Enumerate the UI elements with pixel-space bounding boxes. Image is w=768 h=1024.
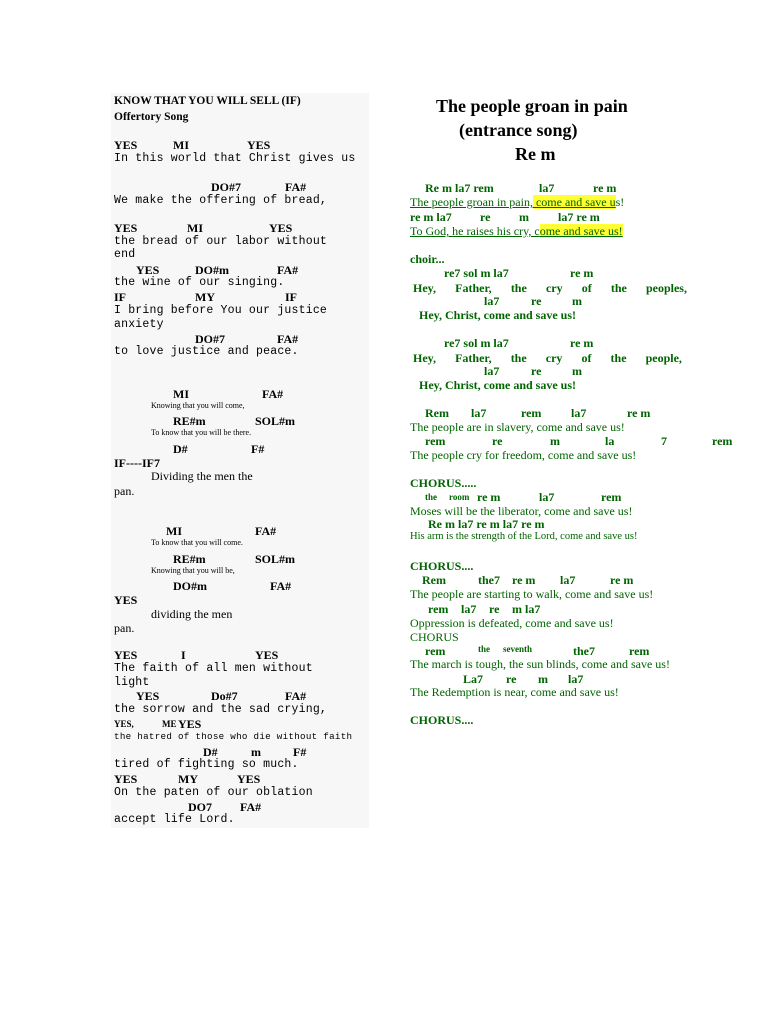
chord: Re m la7 re m la7 re m (428, 517, 545, 531)
lyric-line: The people are starting to walk, come and save us! (410, 587, 654, 601)
lyric-line: We make the offering of bread, (114, 194, 328, 207)
lyric-line: The march is tough, the sun blinds, come and save us! (410, 657, 670, 671)
song-subtitle: (entrance song) (459, 120, 578, 140)
chord: the7 (478, 573, 500, 587)
lyric-word: people, (645, 351, 682, 365)
chord: m (519, 210, 529, 224)
chord: m (572, 364, 582, 378)
chord: SOL#m (255, 414, 296, 428)
lyric-line: The people are in slavery, come and save us! (410, 420, 625, 434)
chord: re m (627, 406, 651, 420)
lyric-line: pan. (114, 484, 135, 498)
lyric-line: the sorrow and the sad crying, (114, 703, 328, 716)
highlighted-text: ome and save us! (539, 224, 623, 238)
chord: re m (570, 266, 594, 280)
chord: re (492, 434, 503, 448)
chord: MI (173, 387, 189, 401)
chord: room (449, 492, 470, 502)
chord: m (251, 745, 261, 759)
lyric-word: peoples, (645, 281, 687, 295)
chord: the (425, 492, 437, 502)
chord: rem (601, 490, 622, 504)
chord: DO#7 (195, 332, 225, 346)
chord: FA# (270, 579, 292, 593)
chord: rem (428, 602, 449, 616)
lyric-word: the (510, 281, 527, 295)
chord: re m (610, 573, 634, 587)
chord: DO#m (173, 579, 207, 593)
chord: la7 (560, 573, 576, 587)
lyric-line: Hey, Christ, come and save us! (419, 308, 576, 322)
chord: FA# (285, 180, 307, 194)
chord: I (181, 648, 186, 662)
chord: DO#m (195, 263, 229, 277)
chord: DO7 (188, 800, 212, 814)
chord: YES (136, 689, 160, 703)
chord: FA# (262, 387, 284, 401)
chord: MY (178, 772, 198, 786)
chord: rem (712, 434, 733, 448)
chord: IF (285, 290, 297, 304)
chord: seventh (503, 644, 532, 654)
lyric-line: The faith of all men without (114, 662, 313, 675)
chord: YES (114, 593, 138, 607)
section-label: CHORUS.... (410, 713, 474, 727)
lyric-line (410, 196, 624, 208)
lyric-text: To God, he raises his cry, c (410, 224, 540, 238)
lyric-line: the wine of our singing. (114, 276, 285, 289)
chord: YES (114, 772, 138, 786)
chord: la7 (484, 294, 500, 308)
chord: Rem (422, 573, 446, 587)
lyric-line: light (114, 676, 150, 689)
chord: YES (114, 648, 138, 662)
chord: rem (425, 434, 446, 448)
chord: YES (247, 138, 271, 152)
chord: YES (114, 138, 138, 152)
chord: la7 (539, 490, 555, 504)
chord: m la7 (512, 602, 541, 616)
lyric-line: Knowing that you will be, (151, 566, 235, 575)
chord: re m (512, 573, 536, 587)
chord: re (480, 210, 491, 224)
lyric-word: of (581, 281, 592, 295)
lyric-word: the (610, 281, 627, 295)
chord: re (531, 364, 542, 378)
chord: the7 (573, 644, 595, 658)
chord: re m (570, 336, 594, 350)
chord: re m (593, 181, 617, 195)
lyric-line: Knowing that you will come, (151, 401, 245, 410)
chord: RE#m (173, 414, 206, 428)
lyric-line: Dividing the men the (151, 469, 253, 483)
lyric-word: cry (545, 281, 563, 295)
chord: D# (173, 442, 188, 456)
chord: RE#m (173, 552, 206, 566)
chord: re m la7 (410, 210, 452, 224)
lyric-line: His arm is the strength of the Lord, come and save us! (410, 531, 638, 542)
chord: MI (166, 524, 182, 538)
lyric-line: tired of fighting so much. (114, 758, 299, 771)
lyric-line: end (114, 248, 136, 261)
chord: IF (114, 290, 126, 304)
lyric-word: of (581, 351, 592, 365)
chord: la (605, 434, 615, 448)
lyric-text: s! (615, 195, 625, 209)
section-label: choir... (410, 252, 445, 266)
chord: re (506, 672, 517, 686)
chord: rem (629, 644, 650, 658)
lyric-word: cry (545, 351, 563, 365)
chord: FA# (240, 800, 262, 814)
lyric-line: The Redemption is near, come and save us! (410, 685, 619, 699)
chord: re7 sol m la7 (444, 266, 509, 280)
lyric-line: On the paten of our oblation (114, 786, 313, 799)
chord: rem (425, 644, 446, 658)
lyric-word: Father, (455, 351, 492, 365)
chord: F# (251, 442, 265, 456)
lyric-text: The people groan in pain, (410, 195, 533, 209)
chord: la7 (484, 364, 500, 378)
chord: FA# (255, 524, 277, 538)
section-label: CHORUS..... (410, 476, 477, 490)
lyric-line: To know that you will come. (151, 538, 243, 547)
chord: YES, (114, 719, 134, 729)
chord: re m (477, 490, 501, 504)
chord: re (489, 602, 500, 616)
lyric-line (413, 351, 682, 366)
lyric-line: Hey, Christ, come and save us! (419, 378, 576, 392)
lyric-word: the (510, 351, 527, 365)
chord: re (531, 294, 542, 308)
song-title: KNOW THAT YOU WILL SELL (IF) (114, 95, 301, 107)
chord: MI (173, 138, 189, 152)
lyric-line (413, 281, 687, 296)
chord: YES (178, 717, 202, 731)
chord: la7 (539, 181, 555, 195)
chord: DO#7 (211, 180, 241, 194)
lyric-line: To know that you will be there. (151, 428, 252, 437)
chord: the (478, 644, 490, 654)
chord: Rem (425, 406, 449, 420)
chord: FA# (277, 332, 299, 346)
chord: m (550, 434, 560, 448)
lyric-line: The people cry for freedom, come and save us! (410, 448, 637, 462)
lyric-line: I bring before You our justice (114, 304, 328, 317)
lyric-line: Moses will be the liberator, come and save us! (410, 504, 633, 518)
chord: rem (521, 406, 542, 420)
chord: la7 (568, 672, 584, 686)
chord: SOL#m (255, 552, 296, 566)
lyric-line: accept life Lord. (114, 813, 235, 826)
chord: YES (255, 648, 279, 662)
chord: D# (203, 745, 218, 759)
lyric-word: Father, (455, 281, 492, 295)
chord: la7 (471, 406, 487, 420)
lyric-word: the (610, 351, 627, 365)
chord: FA# (277, 263, 299, 277)
chord: YES (136, 263, 160, 277)
chord: m (538, 672, 548, 686)
song-key: Re m (515, 144, 556, 164)
lyric-line: anxiety (114, 318, 164, 331)
lyric-line: dividing the men (151, 607, 233, 621)
lyric-word: Hey, (413, 351, 436, 365)
lyric-line: the hatred of those who die without faith (114, 731, 353, 742)
chord: MI (187, 221, 203, 235)
lyric-line (410, 225, 623, 237)
lyric-line: In this world that Christ gives us (114, 152, 356, 165)
section-label: CHORUS (410, 630, 459, 644)
chord: la7 (571, 406, 587, 420)
lyric-line: pan. (114, 621, 135, 635)
chord: IF----IF7 (114, 456, 160, 470)
chord: ME (162, 719, 177, 729)
chord: Do#7 (211, 689, 238, 703)
highlighted-text: come and save u (532, 195, 616, 209)
chord: YES (269, 221, 293, 235)
song-subtitle: Offertory Song (114, 111, 189, 123)
chord: 7 (661, 434, 667, 448)
chord: FA# (285, 689, 307, 703)
lyric-line: Oppression is defeated, come and save us! (410, 616, 614, 630)
chord: la7 re m (558, 210, 600, 224)
chord: YES (237, 772, 261, 786)
chord: Re m la7 rem (425, 181, 494, 195)
lyric-word: Hey, (413, 281, 436, 295)
lyric-line: the bread of our labor without (114, 235, 328, 248)
section-label: CHORUS.... (410, 559, 474, 573)
chord: F# (293, 745, 307, 759)
chord: MY (195, 290, 215, 304)
chord: re7 sol m la7 (444, 336, 509, 350)
song-title: The people groan in pain (436, 96, 628, 116)
chord: la7 (461, 602, 477, 616)
chord: m (572, 294, 582, 308)
chord: YES (114, 221, 138, 235)
lyric-line: to love justice and peace. (114, 345, 299, 358)
chord: La7 (463, 672, 484, 686)
